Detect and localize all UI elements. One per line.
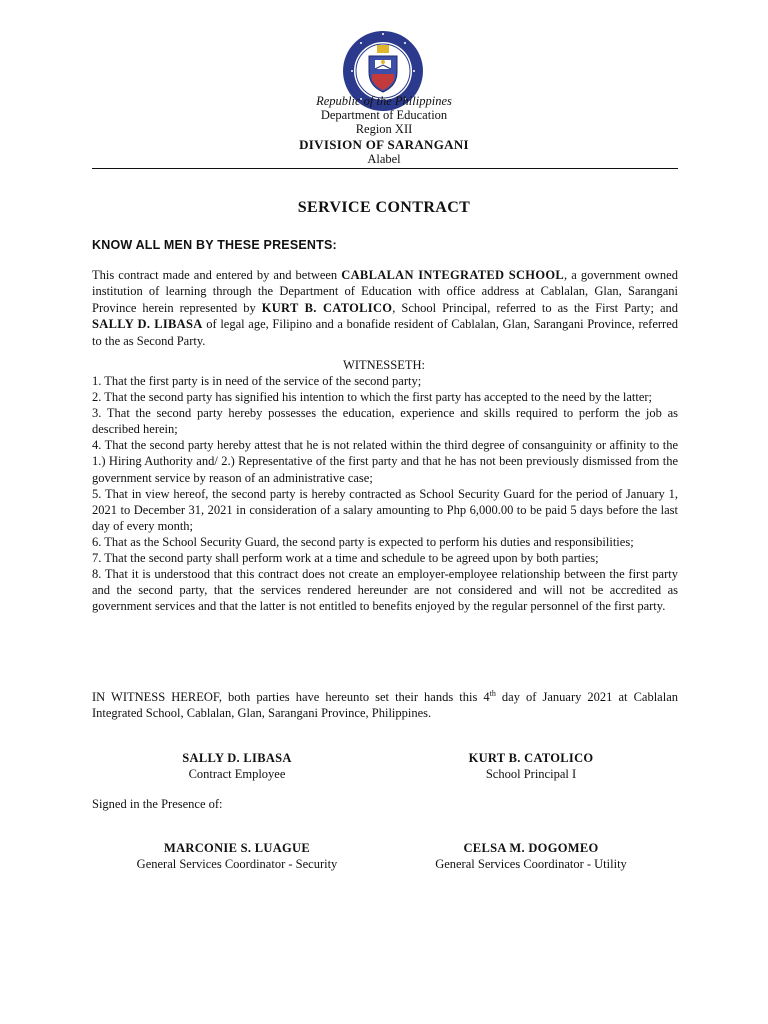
presence-label: Signed in the Presence of: (92, 797, 223, 811)
greeting-line: KNOW ALL MEN BY THESE PRESENTS: (92, 238, 337, 252)
header-division: DIVISION OF SARANGANI (299, 137, 469, 152)
clause-item: 1. That the first party is in need of the service of the second party; (92, 374, 422, 388)
clause-item: 5. That in view hereof, the second party is hereby contracted as School Security Guard for the period of January 1, 2021 to December 31, 2021 in consideration of a salary amounting to Php 6,000.00 to be paid 5 days before the last day of every month; (92, 486, 678, 533)
intro-text: , a government owned institution of learning through the Department of Education with office address at Cablalan, Glan, Sarangani Province herein represented by (92, 268, 678, 315)
intro-text: of legal age, Filipino and a bonafide resident of Cablalan, Glan, Sarangani Province, referred to the as Second Party. (92, 317, 678, 348)
header-divider (92, 168, 678, 169)
witnesseth-heading: WITNESSETH: (343, 358, 425, 372)
witness-title: General Services Coordinator - Utility (435, 857, 627, 871)
intro-text: This contract made and entered by and between (92, 268, 342, 282)
clause-item: 7. That the second party shall perform work at a time and schedule to be agreed upon by both parties; (92, 551, 599, 566)
header-department: Department of Education (320, 108, 448, 122)
clause-item: 2. That the second party has signified his intention to which the first party has accepted to the need by the latter; (92, 390, 653, 405)
closing-paragraph (92, 689, 678, 722)
employee-name: SALLY D. LIBASA (92, 317, 203, 332)
intro-text: , School Principal, referred to as the First Party; and (392, 300, 679, 315)
witness-title: General Services Coordinator - Security (136, 857, 338, 871)
closing-text: day of January 2021 at Cablalan Integrated School, Cablalan, Glan, Sarangani Province, Philippines. (92, 690, 678, 721)
clause-item: 8. That it is understood that this contract does not create an employer-employee relationship between the first party and the second party, that the services rendered hereunder are not considered and will not be accredited as government services and that the latter is not entitled to benefits enjoyed by the regular personnel of the first party. (92, 567, 678, 614)
signature-block-employee (87, 750, 387, 782)
signatory-name: SALLY D. LIBASA (182, 751, 292, 765)
intro-paragraph (92, 267, 678, 349)
clause-item: 4. That the second party hereby attest that he is not related within the third degree of consanguinity or affinity to the 1.) Hiring Authority and/ 2.) Representative of the first party and that he has not been previously dismissed from the government service by reason of an administrative case; (92, 438, 678, 485)
principal-name: KURT B. CATOLICO (261, 300, 393, 315)
signatory-title: School Principal I (485, 767, 577, 781)
clause-item: 3. That the second party hereby possesses the education, experience and skills required to perform the job as described herein; (92, 406, 678, 437)
signature-block-principal (381, 750, 681, 782)
signatory-name: KURT B. CATOLICO (468, 751, 594, 765)
witness-block-security (87, 840, 387, 872)
header-republic: Republic of the Philippines (316, 94, 452, 108)
witness-name: CELSA M. DOGOMEO (463, 841, 599, 855)
witness-block-utility (381, 840, 681, 872)
header-region: Region XII (355, 122, 413, 136)
school-name: CABLALAN INTEGRATED SCHOOL (341, 268, 565, 282)
witness-name: MARCONIE S. LUAGUE (163, 841, 311, 855)
clause-item: 6. That as the School Security Guard, the second party is expected to perform his duties and responsibilities; (92, 534, 634, 549)
clause-list (92, 373, 678, 614)
ordinal-suffix: th (489, 689, 496, 698)
header-city: Alabel (367, 152, 401, 166)
document-title: SERVICE CONTRACT (297, 199, 471, 216)
signatory-title: Contract Employee (188, 767, 286, 781)
closing-text: IN WITNESS HEREOF, both parties have hereunto set their hands this 4 (92, 690, 490, 704)
